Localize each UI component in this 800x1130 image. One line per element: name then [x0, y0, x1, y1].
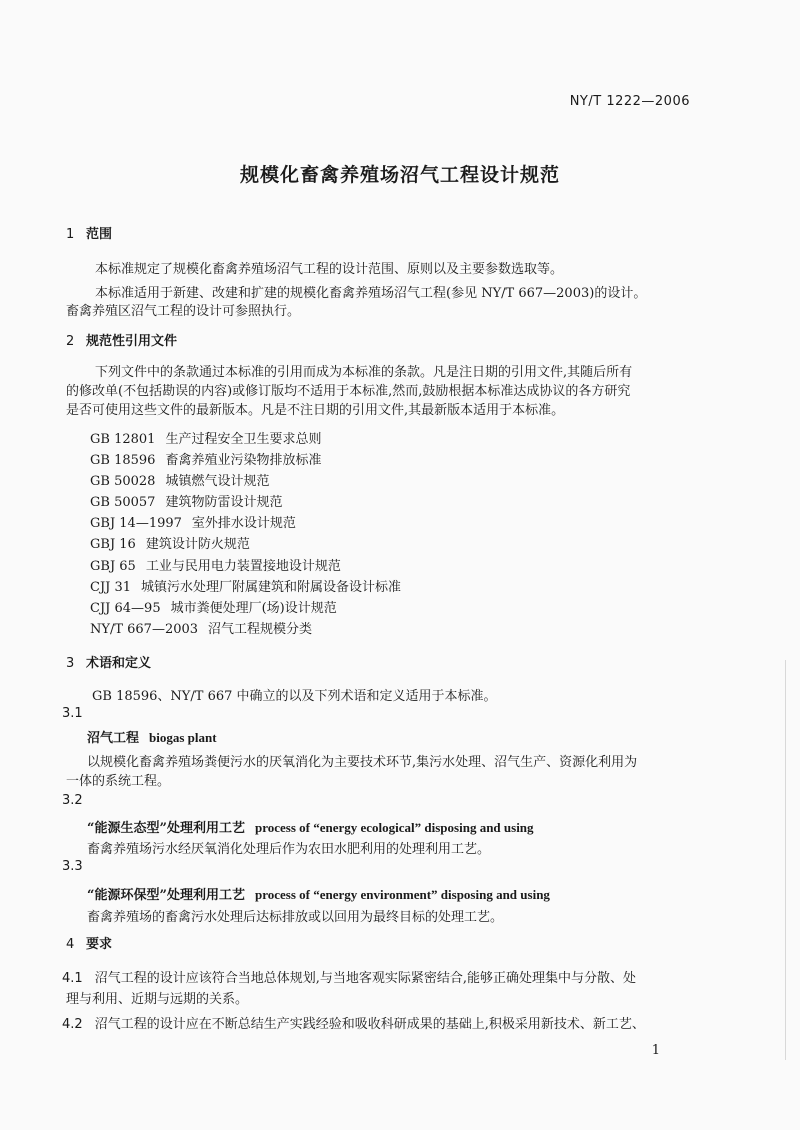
requirement-number: 4.1 — [62, 971, 83, 986]
reference-code: GB 18596 — [90, 453, 156, 468]
section-title: 要求 — [86, 937, 113, 952]
reference-name: 城镇燃气设计规范 — [165, 474, 270, 489]
term-3-3-definition: 畜禽养殖场的畜禽污水处理后达标排放或以回用为最终目标的处理工艺。 — [87, 910, 504, 925]
reference-item — [90, 512, 296, 531]
reference-name: 生产过程安全卫生要求总则 — [165, 432, 322, 447]
reference-item — [90, 555, 341, 574]
document-title: 规模化畜禽养殖场沼气工程设计规范 — [239, 164, 560, 186]
requirement-4-2-line-1 — [62, 1013, 645, 1032]
term-en: biogas plant — [149, 730, 217, 745]
section-number: 2 — [66, 334, 75, 349]
scope-paragraph-2-line-2: 畜禽养殖区沼气工程的设计可参照执行。 — [66, 304, 301, 319]
reference-code: CJJ 64—95 — [90, 601, 161, 616]
reference-code: GB 50028 — [90, 474, 156, 489]
references-intro-line-2: 的修改单(不包括勘误的内容)或修订版均不适用于本标准,然而,鼓励根据本标准达成协议的各方研究 — [66, 384, 631, 399]
term-3-1-title — [87, 727, 217, 746]
section-title: 范围 — [86, 227, 113, 242]
term-3-1-definition-line-2: 一体的系统工程。 — [66, 774, 171, 789]
reference-code: GBJ 16 — [90, 537, 136, 552]
page-number: 1 — [651, 1043, 660, 1058]
section-title: 规范性引用文件 — [86, 334, 178, 349]
term-3-1-number: 3.1 — [62, 706, 83, 721]
reference-name: 工业与民用电力装置接地设计规范 — [145, 559, 341, 574]
reference-item — [90, 491, 282, 510]
section-title: 术语和定义 — [86, 656, 152, 671]
section-3-heading — [66, 652, 151, 671]
terms-intro: GB 18596、NY/T 667 中确立的以及下列术语和定义适用于本标准。 — [92, 689, 497, 704]
reference-item — [90, 576, 401, 595]
term-3-2-number: 3.2 — [62, 793, 83, 808]
reference-item — [90, 449, 321, 468]
scope-paragraph-1: 本标准规定了规模化畜禽养殖场沼气工程的设计范围、原则以及主要参数选取等。 — [95, 262, 564, 277]
requirement-text: 沼气工程的设计应该符合当地总体规划,与当地客观实际紧密结合,能够正确处理集中与分散、处 — [94, 971, 636, 986]
reference-item — [90, 533, 250, 552]
term-en: process of “energy environment” disposing and using — [254, 887, 550, 902]
section-number: 4 — [66, 937, 75, 952]
reference-item — [90, 618, 312, 637]
section-4-heading — [66, 933, 112, 952]
requirement-4-1-line-1 — [62, 967, 636, 986]
reference-code: NY/T 667—2003 — [90, 622, 199, 637]
standard-code: NY/T 1222—2006 — [569, 94, 690, 109]
reference-code: GBJ 14—1997 — [90, 516, 182, 531]
term-3-3-number: 3.3 — [62, 859, 83, 874]
section-2-heading — [66, 330, 177, 349]
term-cn: 沼气工程 — [87, 731, 140, 746]
requirement-text: 沼气工程的设计应在不断总结生产实践经验和吸收科研成果的基础上,积极采用新技术、新工艺、 — [94, 1017, 645, 1032]
term-cn: “能源环保型”处理利用工艺 — [87, 888, 245, 903]
reference-name: 城镇污水处理厂附属建筑和附属设备设计标准 — [141, 580, 402, 595]
term-3-2-definition: 畜禽养殖场污水经厌氧消化处理后作为农田水肥利用的处理利用工艺。 — [87, 842, 491, 857]
reference-item — [90, 428, 321, 447]
requirement-number: 4.2 — [62, 1017, 83, 1032]
reference-name: 城市粪便处理厂(场)设计规范 — [170, 601, 337, 616]
section-number: 1 — [66, 227, 75, 242]
references-intro-line-1: 下列文件中的条款通过本标准的引用而成为本标准的条款。凡是注日期的引用文件,其随后所有 — [95, 365, 633, 380]
reference-code: GB 50057 — [90, 495, 156, 510]
section-1-heading — [66, 223, 112, 242]
term-3-2-title — [87, 817, 534, 836]
reference-item — [90, 597, 337, 616]
term-cn: “能源生态型”处理利用工艺 — [87, 821, 245, 836]
term-en: process of “energy ecological” disposing and using — [254, 820, 534, 835]
term-3-1-definition-line-1: 以规模化畜禽养殖场粪便污水的厌氧消化为主要技术环节,集污水处理、沼气生产、资源化利用为 — [87, 755, 638, 770]
scan-edge-line — [785, 660, 786, 1060]
requirement-4-1-line-2: 理与利用、近期与远期的关系。 — [66, 992, 249, 1007]
scope-paragraph-2-line-1: 本标准适用于新建、改建和扩建的规模化畜禽养殖场沼气工程(参见 NY/T 667—2003)的设计。 — [95, 286, 647, 301]
reference-code: GB 12801 — [90, 432, 156, 447]
reference-name: 畜禽养殖业污染物排放标准 — [165, 453, 322, 468]
reference-name: 建筑设计防火规范 — [145, 537, 250, 552]
section-number: 3 — [66, 656, 75, 671]
references-intro-line-3: 是否可使用这些文件的最新版本。凡是不注日期的引用文件,其最新版本适用于本标准。 — [66, 403, 565, 418]
term-3-3-title — [87, 884, 550, 903]
reference-code: GBJ 65 — [90, 559, 136, 574]
reference-item — [90, 470, 269, 489]
reference-name: 建筑物防雷设计规范 — [165, 495, 283, 510]
reference-name: 室外排水设计规范 — [191, 516, 296, 531]
reference-code: CJJ 31 — [90, 580, 132, 595]
reference-name: 沼气工程规模分类 — [208, 622, 313, 637]
